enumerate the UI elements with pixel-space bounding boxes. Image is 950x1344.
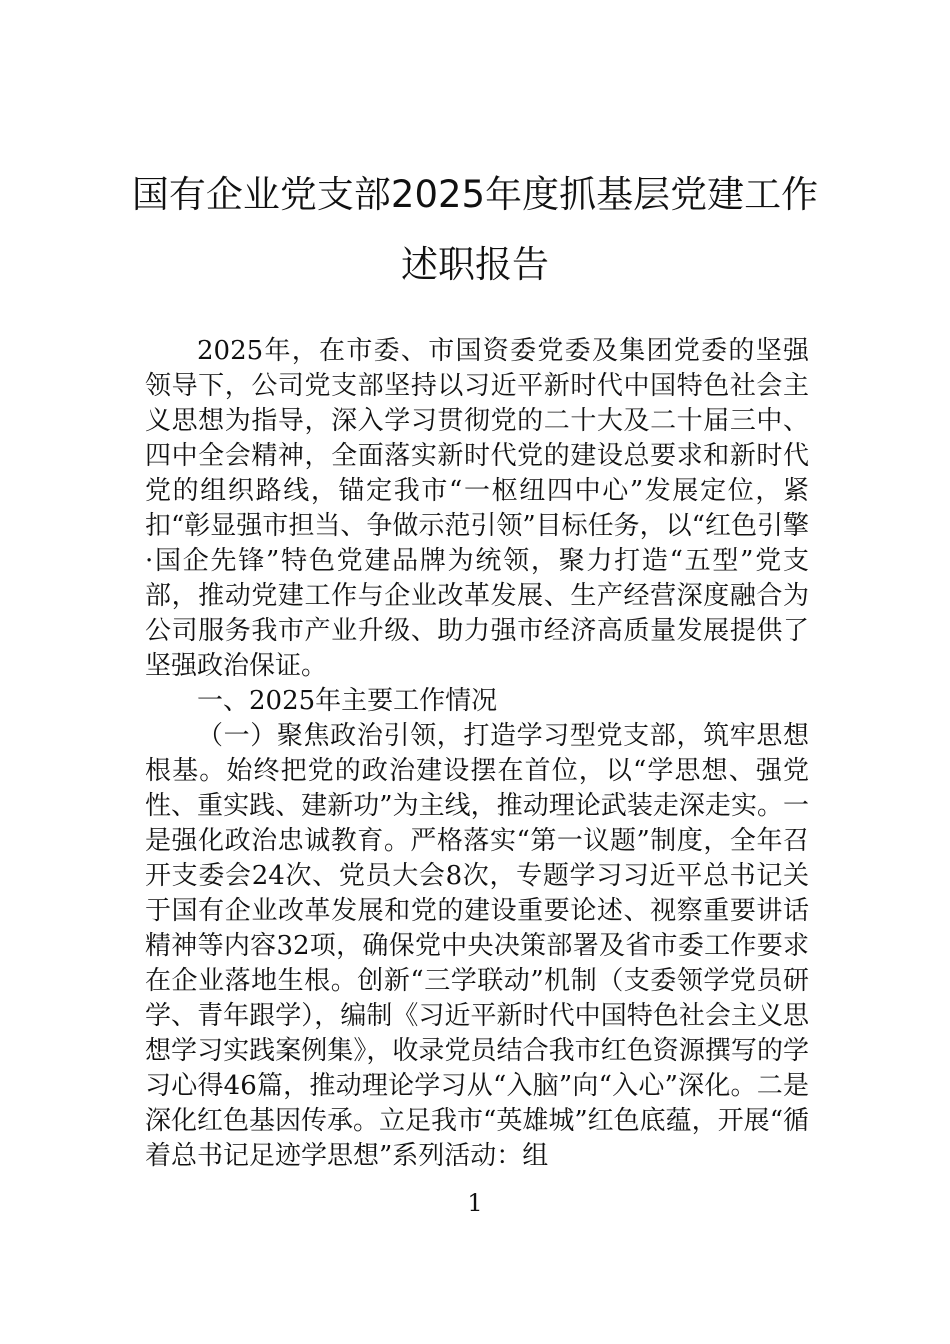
document-body [145, 334, 809, 1174]
body-paragraph: （一）聚焦政治引领，打造学习型党支部，筑牢思想根基。始终把党的政治建设摆在首位，以“学思想、强党性、重实践、建新功”为主线，推动理论武装走深走实。一是强化政治忠诚教育。严格落实“第一议题”制度，全年召开支委会24次、党员大会8次，专题学习习近平总书记关于国有企业改革发展和党的建设重要论述、视察重要讲话精神等内容32项，确保党中央决策部署及省市委工作要求在企业落地生根。创新“三学联动”机制（支委领学党员研学、青年跟学），编制《习近平新时代中国特色社会主义思想学习实践案例集》，收录党员结合我市红色资源撰写的学习心得46篇，推动理论学习从“入脑”向“入心”深化。二是深化红色基因传承。立足我市“英雄城”红色底蕴，开展“循着总书记足迹学思想”系列活动：组 [145, 721, 809, 1171]
section-heading: 一、2025年主要工作情况 [197, 686, 498, 716]
intro-paragraph: 2025年，在市委、市国资委党委及集团党委的坚强领导下，公司党支部坚持以习近平新时代中国特色社会主义思想为指导，深入学习贯彻党的二十大及二十届三中、四中全会精神，全面落实新时代党的建设总要求和新时代党的组织路线，锚定我市“一枢纽四中心”发展定位，紧扣“彰显强市担当、争做示范引领”目标任务，以“红色引擎·国企先锋”特色党建品牌为统领，聚力打造“五型”党支部，推动党建工作与企业改革发展、生产经营深度融合为公司服务我市产业升级、助力强市经济高质量发展提供了坚强政治保证。 [145, 336, 809, 681]
page-number: 1 [467, 1189, 483, 1217]
document-title-line-1: 国有企业党支部2025年度抓基层党建工作 [131, 173, 819, 216]
document-title-line-2: 述职报告 [401, 243, 549, 286]
